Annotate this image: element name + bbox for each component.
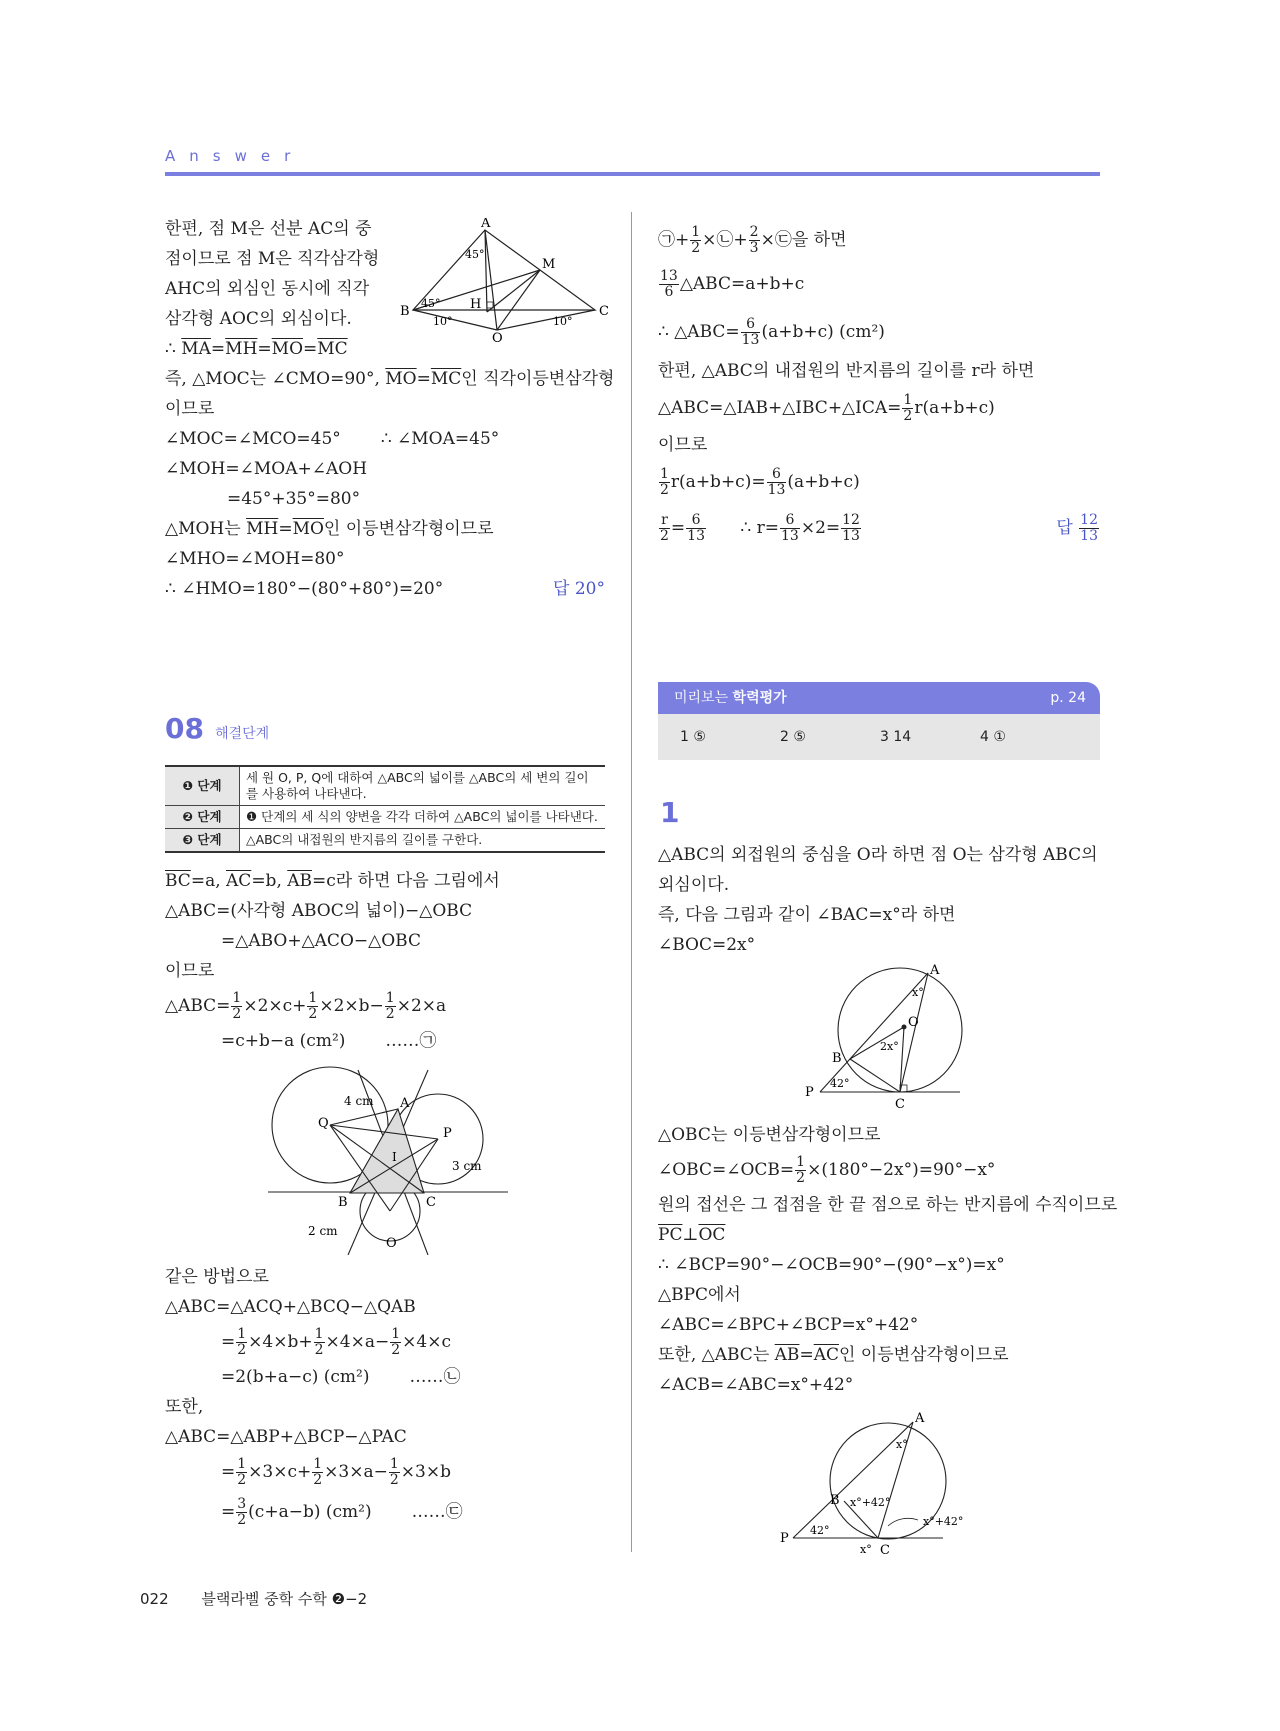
angle-label: 42° (810, 1524, 830, 1537)
book-title: 블랙라벨 중학 수학 ❷−2 (201, 1590, 368, 1608)
section-08-body-2 (165, 1262, 605, 1532)
text-line: △OBC는 이등변삼각형이므로 (658, 1125, 881, 1145)
label-b: B (400, 304, 410, 319)
eq-line: ㉠+ $\frac{1}{2}$ ×㉡+ $\frac{2}{3}$ ×㉢을 하면 (658, 224, 847, 256)
length-label: 2 cm (308, 1224, 338, 1238)
angle-label: 42° (830, 1077, 850, 1090)
label-a: A (915, 1411, 925, 1426)
angle-label: x°+42° (923, 1515, 964, 1528)
circle-figure-4 (778, 1408, 978, 1558)
label-o: O (386, 1236, 397, 1251)
header-title: Answer (165, 147, 305, 165)
label-b: B (830, 1493, 840, 1508)
text-line: 이므로 (165, 399, 215, 419)
angle-line: =45°+35°=80° (227, 489, 361, 509)
solution-steps-table (165, 765, 605, 853)
angle-label: x° (860, 1543, 872, 1556)
eq-line: =2(b+a−c) (cm²) ……㉡ (221, 1367, 461, 1387)
eq-line: △ABC=△ACQ+△BCQ−△QAB (165, 1297, 416, 1317)
circle-figure-3 (800, 962, 970, 1112)
length-label: 3 cm (452, 1159, 482, 1173)
label-o: O (492, 331, 503, 343)
moc-line: 즉, △MOC는 ∠CMO=90°, $\overline{MO}=\overline{MC}$인 직각이등변삼각형 (165, 369, 615, 389)
label-h: H (470, 297, 482, 312)
section-1-body (658, 840, 1100, 960)
step-row: ❶ 단계 세 원 O, P, Q에 대하여 △ABC의 넓이를 △ABC의 세 변의 길이를 사용하여 나타낸다. (165, 766, 605, 806)
answer-item: 1 ⑤ (680, 729, 706, 745)
label-m: M (542, 257, 556, 272)
text-line: 또한, △ABC는 $\overline{AB}=\overline{AC}$인 이등변삼각형이므로 (658, 1345, 1009, 1365)
text-line: 또한, (165, 1397, 204, 1417)
angle-label: x° (896, 1438, 908, 1451)
label-p: P (805, 1085, 814, 1100)
text-line: 즉, 다음 그림과 같이 ∠BAC=x°라 하면 (658, 905, 956, 925)
text-line: 외심이다. (658, 875, 730, 895)
step-row: ❸ 단계 △ABC의 내접원의 반지름의 길이를 구한다. (165, 829, 605, 853)
step-row: ❷ 단계 ❶ 단계의 세 식의 양변을 각각 더하여 △ABC의 넓이를 나타낸다. (165, 806, 605, 829)
eq-line: $\frac{r}{2}$ = $\frac{6}{13}$ ∴ r= $\frac{6}{13}$ ×2= $\frac{12}{13}$ 답 $\frac{12}{13}$ (658, 504, 1100, 552)
eq-line: $\frac{1}{2}$ r(a+b+c)= $\frac{6}{13}$ (a+b+c) (660, 466, 860, 498)
page-ref: p. 24 (1050, 690, 1086, 706)
label-a: A (930, 963, 940, 978)
text-line: △ABC의 외접원의 중심을 O라 하면 점 O는 삼각형 ABC의 (658, 845, 1098, 865)
eq-line: ∴ △ABC= $\frac{6}{13}$ (a+b+c) (cm²) (658, 316, 885, 348)
label-c: C (880, 1543, 890, 1558)
eq-line: =c+b−a (cm²) ……㉠ (221, 1031, 437, 1051)
angle-line: ∠MOC=∠MCO=45° ∴ ∠MOA=45° (165, 429, 500, 449)
label-o: O (908, 1015, 919, 1030)
angle-label: x°+42° (850, 1496, 891, 1509)
angle-line: ∠MOH=∠MOA+∠AOH (165, 459, 368, 479)
eq-line: ∠ACB=∠ABC=x°+42° (658, 1375, 854, 1395)
final-line: ∴ ∠HMO=180°−(80°+80°)=20° 답 20° (165, 574, 605, 604)
page-number: 022 (140, 1590, 169, 1608)
answer-item: 2 ⑤ (780, 729, 806, 745)
right-top-solution (658, 220, 1100, 552)
text-line: △BPC에서 (658, 1285, 741, 1305)
label-c: C (599, 304, 609, 319)
triangle-figure-1 (395, 218, 615, 343)
angle-label: x° (912, 986, 924, 999)
eq-line: =△ABO+△ACO−△OBC (221, 931, 421, 951)
label-a: A (400, 1096, 410, 1111)
text-line: 원의 접선은 그 접점을 한 끝 점으로 하는 반지름에 수직이므로 (658, 1195, 1118, 1215)
column-divider (631, 212, 632, 1552)
angle-line: ∠MHO=∠MOH=80° (165, 549, 345, 569)
answer: 답 20° (553, 579, 605, 599)
eq-line: △ABC= $\frac{1}{2}$ ×2×c+ $\frac{1}{2}$ ×2×b− $\frac{1}{2}$ ×2×a (165, 990, 447, 1022)
text-line: ∠BOC=2x° (658, 935, 756, 955)
text-line: 한편, 점 M은 선분 AC의 중 (165, 219, 372, 239)
label-c: C (426, 1195, 436, 1210)
section-1-body-2 (658, 1120, 1118, 1400)
header-rule (165, 172, 1100, 176)
preview-answers (658, 714, 1100, 760)
preview-answer-box (658, 682, 1100, 760)
text-line: 한편, △ABC의 내접원의 반지름의 길이를 r라 하면 (658, 361, 1035, 381)
eq-line: ∠OBC=∠OCB= $\frac{1}{2}$ ×(180°−2x°)=90°−x° (658, 1154, 996, 1186)
equal-segments-line: ∴ $\overline{MA}=\overline{MH}=\overline{MO}=\overline{MC}$ (165, 339, 348, 359)
text-line: 삼각형 AOC의 외심이다. (165, 309, 352, 329)
label-b: B (338, 1195, 348, 1210)
eq-line: △ABC=△ABP+△BCP−△PAC (165, 1427, 407, 1447)
label-q: Q (318, 1116, 329, 1131)
preview-header: 미리보는 학력평가 p. 24 (658, 682, 1100, 714)
text-line: 이므로 (165, 961, 215, 981)
answer-item: 4 ① (980, 729, 1006, 745)
eq-line: = $\frac{1}{2}$ ×4×b+ $\frac{1}{2}$ ×4×a− $\frac{1}{2}$ ×4×c (221, 1326, 451, 1358)
angle-label: 2x° (880, 1040, 899, 1053)
iso-line: △MOH는 $\overline{MH}=\overline{MO}$인 이등변삼각형이므로 (165, 519, 494, 539)
label-c: C (895, 1097, 905, 1112)
text-line: 이므로 (658, 435, 708, 455)
section-08-heading: 08 해결단계 (165, 712, 270, 745)
eq-line: $\frac{13}{6}$ △ABC=a+b+c (660, 268, 805, 300)
label-a: A (481, 218, 491, 231)
def-line: $\overline{BC}=a$, $\overline{AC}=b$, $\overline{AB}=c$라 하면 다음 그림에서 (165, 871, 500, 891)
label-b: B (832, 1051, 842, 1066)
angle-label: 10° (553, 315, 573, 328)
section-08-body (165, 866, 605, 1056)
label-p: P (443, 1126, 452, 1141)
answer: 답 $\frac{12}{13}$ (1056, 512, 1098, 544)
length-label: 4 cm (344, 1094, 374, 1108)
eq-line: △ABC=(사각형 ABOC의 넓이)−△OBC (165, 901, 473, 921)
circles-figure-2 (268, 1065, 508, 1255)
angle-label: 10° (433, 315, 453, 328)
eq-line: = $\frac{3}{2}$ (c+a−b) (cm²) ……㉢ (221, 1496, 463, 1528)
label-i: I (392, 1150, 397, 1164)
section-1-number: 1 (660, 796, 680, 829)
text-line: AHC의 외심인 동시에 직각 (165, 279, 370, 299)
triangle-abc (350, 1109, 424, 1193)
eq-line: ∠ABC=∠BPC+∠BCP=x°+42° (658, 1315, 919, 1335)
text-line: 같은 방법으로 (165, 1267, 269, 1287)
eq-line: = $\frac{1}{2}$ ×3×c+ $\frac{1}{2}$ ×3×a− $\frac{1}{2}$ ×3×b (221, 1456, 451, 1488)
text-line: 점이므로 점 M은 직각삼각형 (165, 249, 380, 269)
angle-label: 45° (421, 297, 441, 310)
eq-line: ∴ ∠BCP=90°−∠OCB=90°−(90°−x°)=x° (658, 1255, 1005, 1275)
answer-item: 3 14 (880, 729, 912, 745)
angle-label: 45° (465, 248, 485, 261)
footer (140, 1588, 367, 1609)
perp-line: $\overline{PC}\perp\overline{OC}$ (658, 1225, 726, 1245)
label-p: P (780, 1531, 789, 1546)
eq-line: △ABC=△IAB+△IBC+△ICA= $\frac{1}{2}$ r(a+b+c) (658, 392, 995, 424)
